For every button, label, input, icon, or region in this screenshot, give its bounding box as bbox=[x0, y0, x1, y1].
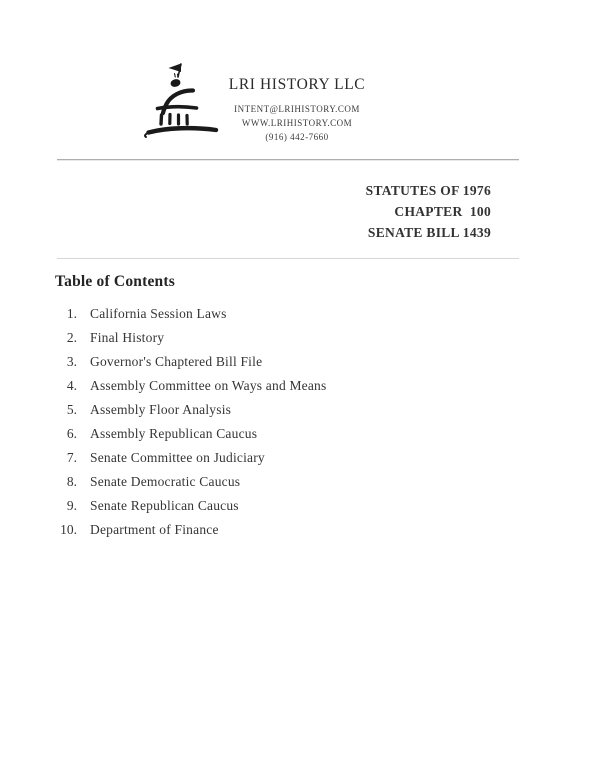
toc-title: Table of Contents bbox=[55, 273, 175, 290]
company-phone: (916) 442-7660 bbox=[265, 132, 329, 142]
divider-middle bbox=[57, 258, 519, 259]
bill-reference-block bbox=[366, 180, 491, 243]
toc-item-label: Final History bbox=[90, 330, 165, 345]
toc-item-label: Senate Democratic Caucus bbox=[90, 474, 241, 489]
toc-item-label: Assembly Republican Caucus bbox=[90, 426, 258, 441]
toc-item-number: 3. bbox=[66, 354, 77, 369]
toc-item bbox=[57, 306, 477, 322]
toc-item bbox=[57, 474, 477, 490]
toc-item-label: California Session Laws bbox=[90, 306, 227, 321]
chapter-number: CHAPTER 100 bbox=[394, 204, 491, 219]
toc-item-number: 10. bbox=[60, 522, 77, 537]
toc-item-label: Governor's Chaptered Bill File bbox=[90, 354, 263, 369]
toc-item-number: 6. bbox=[66, 426, 77, 441]
toc-item-label: Assembly Committee on Ways and Means bbox=[90, 378, 327, 393]
statutes-year: STATUTES OF 1976 bbox=[365, 183, 491, 198]
company-name: LRI HISTORY LLC bbox=[228, 76, 366, 93]
toc-item bbox=[57, 402, 477, 418]
toc-item-label: Senate Republican Caucus bbox=[90, 498, 239, 513]
divider-top bbox=[57, 159, 519, 161]
toc-item-number: 2. bbox=[66, 330, 77, 345]
toc-item bbox=[57, 498, 477, 514]
toc-item-number: 5. bbox=[66, 402, 77, 417]
toc-item bbox=[57, 330, 477, 346]
letterhead bbox=[206, 76, 388, 144]
toc-item bbox=[57, 426, 477, 442]
toc-list bbox=[57, 306, 477, 546]
toc-item-label: Assembly Floor Analysis bbox=[90, 402, 232, 417]
toc-item bbox=[57, 450, 477, 466]
toc-item-number: 4. bbox=[66, 378, 77, 393]
toc-item-number: 9. bbox=[66, 498, 77, 513]
toc-item bbox=[57, 522, 477, 538]
toc-item-label: Senate Committee on Judiciary bbox=[90, 450, 265, 465]
toc-item-number: 1. bbox=[66, 306, 77, 321]
company-email: INTENT@LRIHISTORY.COM bbox=[234, 104, 360, 114]
toc-item-label: Department of Finance bbox=[90, 522, 219, 537]
toc-item bbox=[57, 378, 477, 394]
toc-item-number: 7. bbox=[66, 450, 77, 465]
toc-item bbox=[57, 354, 477, 370]
toc-item-number: 8. bbox=[66, 474, 77, 489]
senate-bill-number: SENATE BILL 1439 bbox=[367, 225, 491, 240]
company-website: WWW.LRIHISTORY.COM bbox=[241, 118, 353, 128]
